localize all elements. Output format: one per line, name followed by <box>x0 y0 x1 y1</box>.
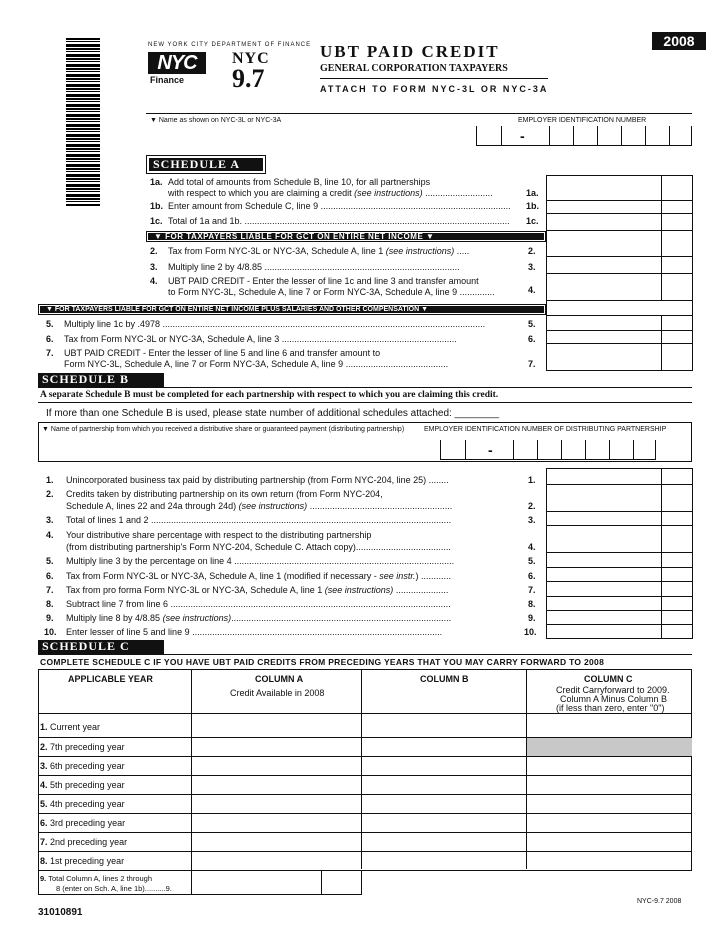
c-row-2-col-a-input[interactable] <box>192 738 361 756</box>
b-line-5-num: 5. <box>46 556 54 566</box>
form-id: NYC-9.7 2008 <box>637 898 682 905</box>
c-total-label-2: 8 (enter on Sch. A, line 1b)..........9. <box>56 884 172 893</box>
col-c-subheader-3: (if less than zero, enter "0") <box>556 703 665 713</box>
b-line-1-input[interactable] <box>547 469 661 484</box>
line-2-text: Tax from Form NYC-3L or NYC-3A, Schedule A, line 1 (see instructions) ..... <box>168 246 470 256</box>
b-line-9-num: 9. <box>46 613 54 623</box>
b-line-7-ref: 7. <box>528 585 536 595</box>
ein-dash: - <box>520 128 525 144</box>
line-1a-ref: 1a. <box>526 188 539 198</box>
nyc-logo: NYC <box>148 52 206 74</box>
line-1c-input[interactable] <box>547 214 661 230</box>
col-c-row-2-shaded <box>527 738 692 756</box>
line-7-ref: 7. <box>528 359 536 369</box>
c-row-5-label: 5. 4th preceding year <box>40 799 125 809</box>
department-name: NEW YORK CITY DEPARTMENT OF FINANCE <box>148 42 312 48</box>
line-4-text: UBT PAID CREDIT - Enter the lesser of line 1c and line 3 and transfer amount <box>168 276 479 286</box>
line-7-text: UBT PAID CREDIT - Enter the lesser of line 5 and line 6 and transfer amount to <box>64 348 381 358</box>
b-line-1-num: 1. <box>46 475 54 485</box>
line-5-input[interactable] <box>547 316 661 330</box>
b-line-9-text: Multiply line 8 by 4/8.85 (see instructions)........................................................................................ <box>66 613 452 623</box>
c-row-1-col-b-input[interactable] <box>362 714 526 737</box>
line-5-ref: 5. <box>528 319 536 329</box>
b-line-7-num: 7. <box>46 585 54 595</box>
col-b-header: COLUMN B <box>420 674 469 684</box>
c-row-7-label: 7. 2nd preceding year <box>40 837 128 847</box>
col-year-header: APPLICABLE YEAR <box>68 674 153 684</box>
b-line-5-ref: 5. <box>528 556 536 566</box>
col-a-subheader: Credit Available in 2008 <box>230 688 325 698</box>
b-line-7-text: Tax from pro forma Form NYC-3L or NYC-3A, Schedule A, line 1 (see instructions) ..................... <box>66 585 449 595</box>
line-4-ref: 4. <box>528 285 536 295</box>
c-row-3-label: 3. 6th preceding year <box>40 761 125 771</box>
c-row-1-label: 1. Current year <box>40 722 101 732</box>
finance-label: Finance <box>150 75 185 85</box>
line-2-num: 2. <box>150 246 158 256</box>
b-line-10-text: Enter lesser of line 5 and line 9 .................................................................................................... <box>66 627 443 637</box>
schedule-b-notice: A separate Schedule B must be completed for each partnership with respect to which you are claiming this credit. <box>40 390 499 400</box>
b-line-5-text: Multiply line 3 by the percentage on line 4 ........................................................................................ <box>66 556 455 566</box>
b-line-4-text-cont: (from distributing partnership's Form NYC-204, Schedule C. Attach copy)...................................... <box>66 542 451 552</box>
c-row-2-label: 2. 7th preceding year <box>40 742 125 752</box>
line-1c-num: 1c. <box>150 216 163 226</box>
partnership-ein-dash: - <box>488 442 493 458</box>
form-prefix: NYC <box>232 50 270 67</box>
partnership-name-label: ▼ Name of partnership from which you received a distributive share or guaranteed payment (distributing partnership) <box>42 426 405 433</box>
partnership-name-input[interactable] <box>40 436 410 460</box>
b-line-4-num: 4. <box>46 530 54 540</box>
line-7-input[interactable] <box>547 344 661 370</box>
c-row-1-col-a-input[interactable] <box>192 714 361 737</box>
line-6-num: 6. <box>46 334 54 344</box>
line-1b-text: Enter amount from Schedule C, line 9 ............................................................................ <box>168 201 511 211</box>
c-row-6-label: 6. 3rd preceding year <box>40 818 126 828</box>
line-6-ref: 6. <box>528 334 536 344</box>
line-1c-ref: 1c. <box>526 216 539 226</box>
b-line-8-num: 8. <box>46 599 54 609</box>
c-row-1-col-c-input[interactable] <box>527 714 692 737</box>
ein-input[interactable] <box>476 126 692 146</box>
form-code: 31010891 <box>38 907 83 918</box>
b-line-8-input[interactable] <box>547 597 661 610</box>
line-4-num: 4. <box>150 276 158 286</box>
partnership-ein-label: EMPLOYER IDENTIFICATION NUMBER OF DISTRIBUTING PARTNERSHIP <box>424 426 667 433</box>
b-line-9-ref: 9. <box>528 613 536 623</box>
barcode <box>66 38 100 206</box>
b-line-10-ref: 10. <box>524 627 537 637</box>
b-line-6-input[interactable] <box>547 568 661 581</box>
name-input[interactable] <box>148 126 468 148</box>
b-line-3-num: 3. <box>46 515 54 525</box>
line-3-ref: 3. <box>528 262 536 272</box>
b-line-1-text: Unincorporated business tax paid by distributing partnership (from Form NYC-204, line 25) ........ <box>66 475 449 485</box>
gct-banner: ▼ FOR TAXPAYERS LIABLE FOR GCT ON ENTIRE NET INCOME ▼ <box>146 231 546 242</box>
line-7-text-cont: Form NYC-3L, Schedule A, line 7 or Form NYC-3A, Schedule A, line 9 ......................................... <box>64 359 449 369</box>
b-line-2-text: Credits taken by distributing partnership on its own return (from Form NYC-204, <box>66 489 383 499</box>
partnership-ein-input[interactable] <box>440 440 656 460</box>
b-line-6-num: 6. <box>46 571 54 581</box>
b-line-6-ref: 6. <box>528 571 536 581</box>
line-5-num: 5. <box>46 319 54 329</box>
col-c-subheader-1: Credit Carryforward to 2009. <box>556 685 670 695</box>
b-line-6-text: Tax from Form NYC-3L or NYC-3A, Schedule A, line 1 (modified if necessary - see instr.) ............ <box>66 571 451 581</box>
line-6-text: Tax from Form NYC-3L or NYC-3A, Schedule A, line 3 ...................................................................... <box>64 334 457 344</box>
b-line-8-text: Subtract line 7 from line 6 ................................................................................................................ <box>66 599 451 609</box>
b-line-2-text-cont: Schedule A, lines 22 and 24a through 24d) (see instructions) ......................................................... <box>66 501 453 511</box>
line-1a-num: 1a. <box>150 177 163 187</box>
b-line-7-input[interactable] <box>547 582 661 596</box>
line-1a-text-cont: with respect to which you are claiming a credit (see instructions) ........................... <box>168 188 493 198</box>
line-1b-num: 1b. <box>150 201 164 211</box>
b-line-4-input[interactable] <box>547 526 661 552</box>
line-4-text-cont: to Form NYC-3L, Schedule A, line 7 or Form NYC-3A, Schedule A, line 9 .............. <box>168 287 495 297</box>
b-line-3-input[interactable] <box>547 512 661 525</box>
schedule-b-label: SCHEDULE B <box>38 373 164 387</box>
line-3-input[interactable] <box>547 257 661 273</box>
line-1a-text: Add total of amounts from Schedule B, line 10, for all partnerships <box>168 177 431 187</box>
attach-instruction: ATTACH TO FORM NYC-3L OR NYC-3A <box>320 84 549 94</box>
c-row-4-label: 4. 5th preceding year <box>40 780 125 790</box>
c-total-label-1: 9. Total Column A, lines 2 through <box>40 874 153 883</box>
b-line-10-input[interactable] <box>547 625 661 638</box>
gct-salaries-banner: ▼ FOR TAXPAYERS LIABLE FOR GCT ON ENTIRE NET INCOME PLUS SALARIES AND OTHER COMPENSATION ▼ <box>38 304 546 315</box>
form-title: UBT PAID CREDIT <box>320 42 500 61</box>
line-3-num: 3. <box>150 262 158 272</box>
line-6-input[interactable] <box>547 331 661 343</box>
line-1b-ref: 1b. <box>526 201 540 211</box>
col-c-header: COLUMN C <box>584 674 633 684</box>
c-total-col-a-input[interactable] <box>192 871 321 895</box>
b-line-8-ref: 8. <box>528 599 536 609</box>
name-label: ▼ Name as shown on NYC-3L or NYC-3A <box>150 117 282 124</box>
b-line-2-input[interactable] <box>547 485 661 511</box>
line-3-text: Multiply line 2 by 4/8.85 .............................................................................. <box>168 262 460 272</box>
ein-label: EMPLOYER IDENTIFICATION NUMBER <box>518 117 647 124</box>
b-line-1-ref: 1. <box>528 475 536 485</box>
line-5-text: Multiply line 1c by .4978 ................................................................................................................................. <box>64 319 486 329</box>
b-line-4-ref: 4. <box>528 542 536 552</box>
line-2-ref: 2. <box>528 246 536 256</box>
schedule-c-label: SCHEDULE C <box>38 640 164 654</box>
line-7-num: 7. <box>46 348 54 358</box>
line-1c-text: Total of 1a and 1b. .......................................................................................................... <box>168 216 510 226</box>
b-line-2-num: 2. <box>46 489 54 499</box>
schedule-c-notice: COMPLETE SCHEDULE C IF YOU HAVE UBT PAID CREDITS FROM PRECEDING YEARS THAT YOU MAY CARRY FORWARD TO 2008 <box>40 657 605 667</box>
col-c-subheader-2: Column A Minus Column B <box>560 694 668 704</box>
form-year-badge: 2008 <box>652 32 706 50</box>
c-row-8-label: 8. 1st preceding year <box>40 856 125 866</box>
col-a-header: COLUMN A <box>255 674 304 684</box>
form-subtitle: GENERAL CORPORATION TAXPAYERS <box>320 63 508 74</box>
b-line-5-input[interactable] <box>547 553 661 567</box>
b-line-3-text: Total of lines 1 and 2 ........................................................................................................................ <box>66 515 452 525</box>
additional-schedules-prompt: If more than one Schedule B is used, please state number of additional schedules attached: ________ <box>46 408 500 419</box>
b-line-4-text: Your distributive share percentage with respect to the distributing partnership <box>66 530 372 540</box>
form-number: 9.7 <box>232 64 265 93</box>
b-line-9-input[interactable] <box>547 611 661 624</box>
b-line-2-ref: 2. <box>528 501 536 511</box>
line-4-input[interactable] <box>547 274 661 300</box>
line-1a-input[interactable] <box>547 176 661 200</box>
schedule-a-label: SCHEDULE A <box>146 155 266 174</box>
line-2-input[interactable] <box>547 243 661 256</box>
b-line-10-num: 10. <box>44 627 57 637</box>
c-row-2-col-b-input[interactable] <box>362 738 526 756</box>
line-1b-input[interactable] <box>547 201 661 213</box>
b-line-3-ref: 3. <box>528 515 536 525</box>
